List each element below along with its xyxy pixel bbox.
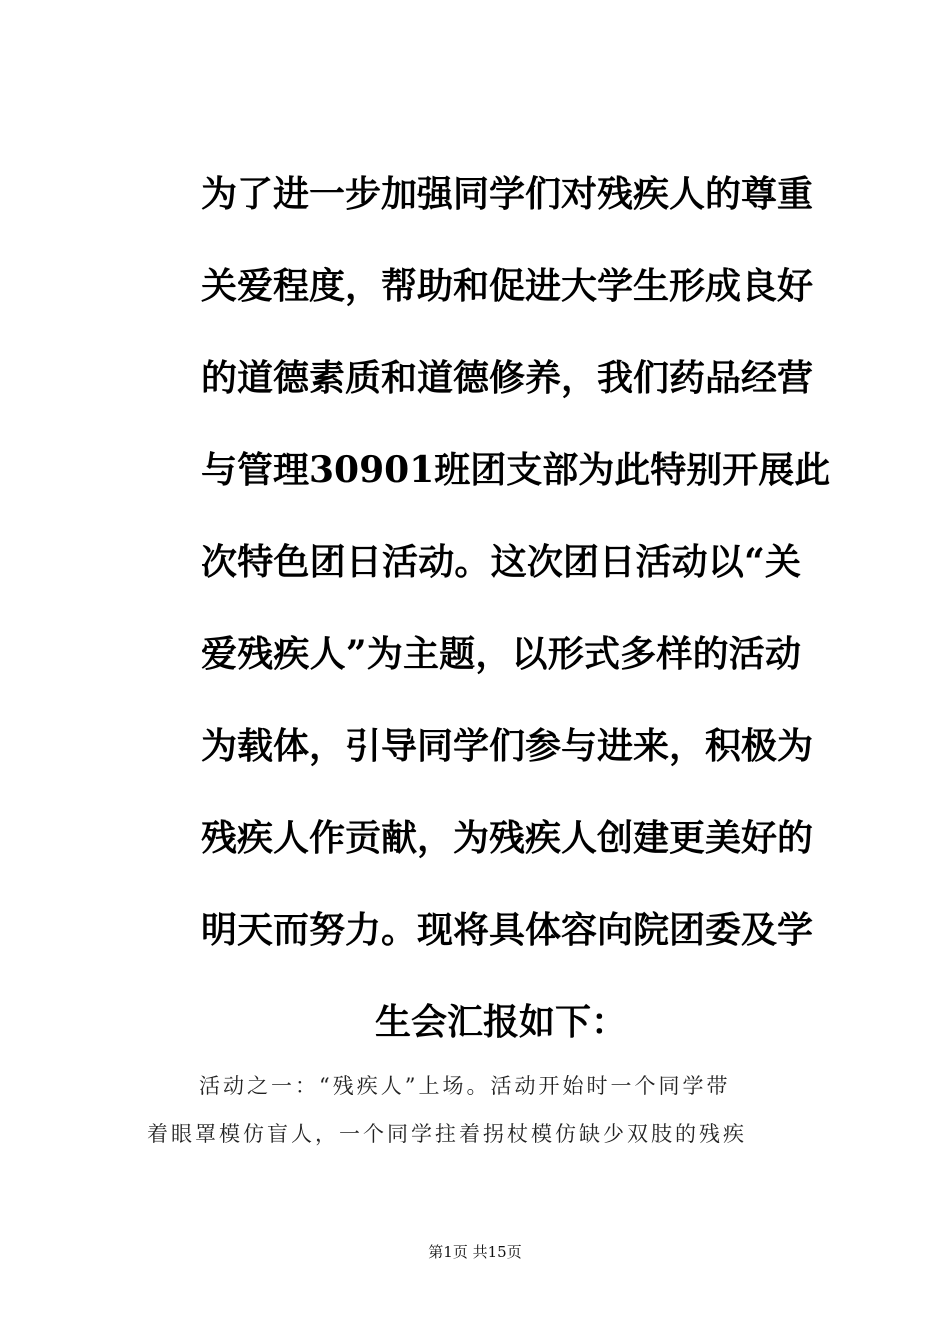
heading-line-5: 次特色团日活动。这次团日活动以“关 <box>201 541 801 583</box>
body-line-2: 着眼罩模仿盲人，一个同学拄着拐杖模仿缺少双肢的残疾 <box>147 1122 747 1146</box>
body-line-1: 活动之一：“残疾人”上场。活动开始时一个同学带 <box>199 1074 731 1098</box>
heading-line-9: 明天而努力。现将具体容向院团委及学 <box>201 909 814 951</box>
heading-line-8: 残疾人作贡献，为残疾人创建更美好的 <box>201 817 814 859</box>
heading-line-6: 爱残疾人”为主题，以形式多样的活动 <box>201 633 801 675</box>
heading-line-4: 与管理30901班团支部为此特别开展此 <box>201 449 831 491</box>
heading-line-10: 生会汇报如下： <box>374 1001 627 1043</box>
page-footer: 第1页 共15页 <box>428 1243 522 1261</box>
heading-line-3: 的道德素质和道德修养，我们药品经营 <box>201 357 814 399</box>
heading-line-1: 为了进一步加强同学们对残疾人的尊重 <box>201 173 814 215</box>
heading-line-2: 关爱程度，帮助和促进大学生形成良好 <box>201 265 814 307</box>
heading-line-7: 为载体，引导同学们参与进来，积极为 <box>201 725 814 767</box>
